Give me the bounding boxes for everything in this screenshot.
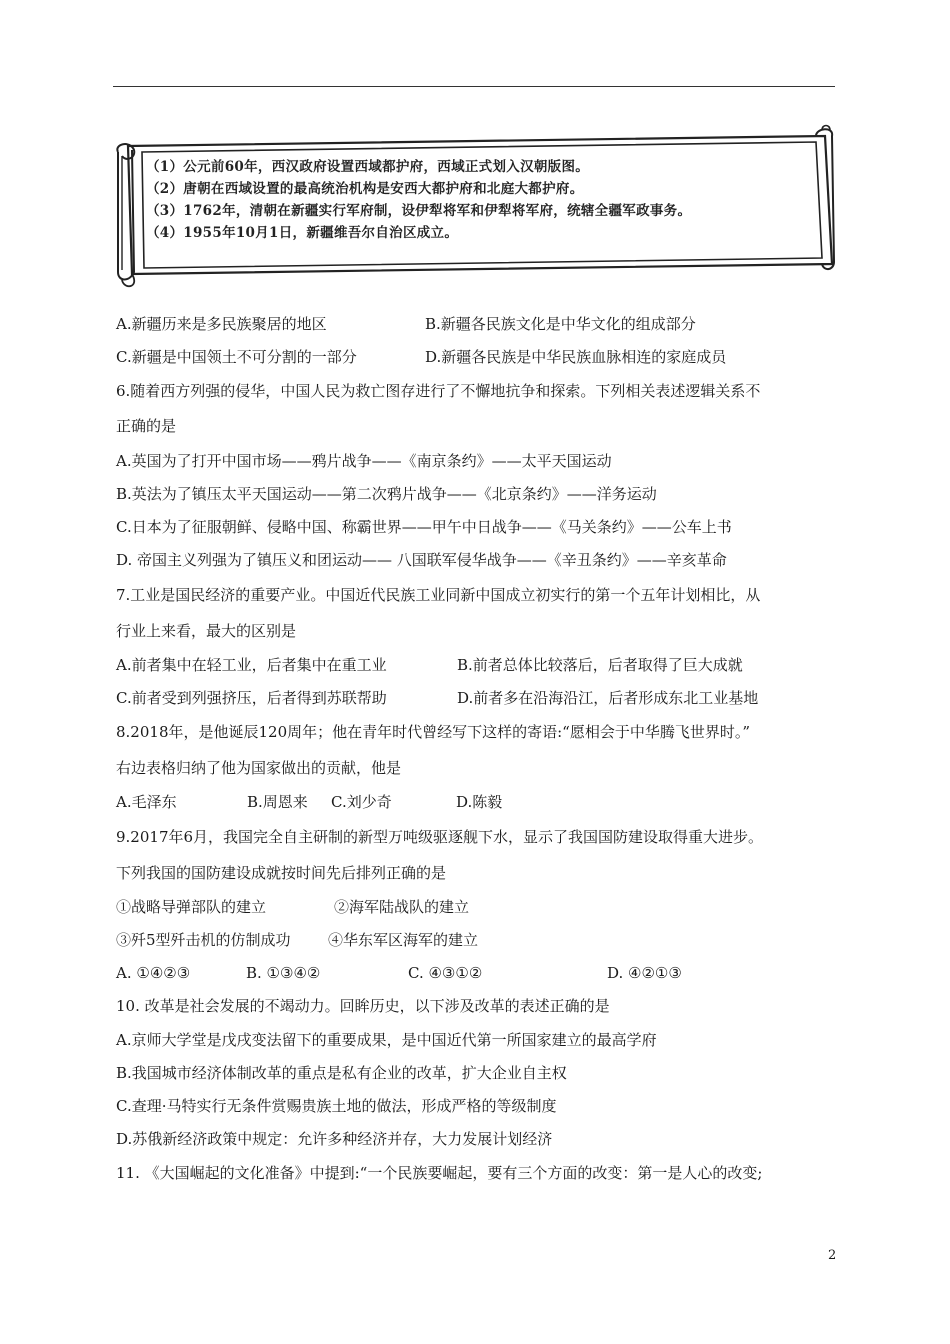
q5-option-d: D.新疆各民族是中华民族血脉相连的家庭成员 — [425, 348, 727, 366]
q9-option-a: A. ①④②③ — [116, 964, 191, 982]
q6-option-b: B.英法为了镇压太平天国运动——第二次鸦片战争——《北京条约》——洋务运动 — [116, 485, 657, 503]
q8-stem-line1: 8.2018年，是他诞辰120周年；他在青年时代曾经写下这样的寄语:“愿相会于中华腾飞世界时。” — [116, 723, 751, 741]
q10-option-b: B.我国城市经济体制改革的重点是私有企业的改革，扩大企业自主权 — [116, 1064, 567, 1082]
q9-item-4: ④华东军区海军的建立 — [328, 931, 479, 949]
q9-stem-line2: 下列我国的国防建设成就按时间先后排列正确的是 — [116, 864, 447, 882]
scroll-item: （4）1955年10月1日，新疆维吾尔自治区成立。 — [146, 225, 459, 241]
q10-option-c: C.查理·马特实行无条件赏赐贵族土地的做法，形成严格的等级制度 — [116, 1097, 557, 1115]
page-number: 2 — [828, 1248, 837, 1263]
q8-option-b: B.周恩来 — [247, 793, 308, 811]
q5-option-c: C.新疆是中国领土不可分割的一部分 — [116, 348, 357, 366]
q9-option-b: B. ①③④② — [246, 964, 321, 982]
q7-option-c: C.前者受到列强挤压，后者得到苏联帮助 — [116, 689, 387, 707]
q7-stem-line2: 行业上来看，最大的区别是 — [116, 622, 297, 640]
q7-option-b: B.前者总体比较落后，后者取得了巨大成就 — [457, 656, 743, 674]
q10-option-a: A.京师大学堂是戊戌变法留下的重要成果，是中国近代第一所国家建立的最高学府 — [116, 1031, 657, 1049]
scroll-item: （2）唐朝在西域设置的最高统治机构是安西大都护府和北庭大都护府。 — [146, 181, 584, 197]
q9-stem-line1: 9.2017年6月，我国完全自主研制的新型万吨级驱逐舰下水，显示了我国国防建设取得重大进步。 — [116, 828, 764, 846]
q9-item-1: ①战略导弹部队的建立 — [116, 898, 267, 916]
q6-option-c: C.日本为了征服朝鲜、侵略中国、称霸世界——甲午中日战争——《马关条约》——公车上书 — [116, 518, 732, 536]
q9-item-2: ②海军陆战队的建立 — [334, 898, 470, 916]
q9-option-c: C. ④③①② — [408, 964, 483, 982]
scroll-text — [146, 156, 826, 244]
q11-stem: 11. 《大国崛起的文化准备》中提到:“一个民族要崛起，要有三个方面的改变：第一是人心的改变; — [116, 1164, 763, 1182]
q5-option-b: B.新疆各民族文化是中华文化的组成部分 — [425, 315, 696, 333]
q6-option-a: A.英国为了打开中国市场——鸦片战争——《南京条约》——太平天国运动 — [116, 452, 612, 470]
q6-stem-line1: 6.随着西方列强的侵华，中国人民为救亡图存进行了不懈地抗争和探索。下列相关表述逻辑关系不 — [116, 382, 761, 400]
scroll-item: （3）1762年，清朝在新疆实行军府制，设伊犁将军和伊犁将军府，统辖全疆军政事务。 — [146, 203, 692, 219]
q8-option-a: A.毛泽东 — [116, 793, 177, 811]
q8-option-d: D.陈毅 — [456, 793, 503, 811]
q6-stem-line2: 正确的是 — [116, 417, 177, 435]
q8-stem-line2: 右边表格归纳了他为国家做出的贡献，他是 — [116, 759, 402, 777]
q6-option-d: D. 帝国主义列强为了镇压义和团运动—— 八国联军侵华战争——《辛丑条约》——辛亥革命 — [116, 551, 727, 569]
q9-item-3: ③歼5型歼击机的仿制成功 — [116, 931, 291, 949]
q7-option-d: D.前者多在沿海沿江，后者形成东北工业基地 — [457, 689, 759, 707]
q8-option-c: C.刘少奇 — [331, 793, 392, 811]
q5-option-a: A.新疆历来是多民族聚居的地区 — [116, 315, 327, 333]
scroll-item: （1）公元前60年，西汉政府设置西域都护府，西域正式划入汉朝版图。 — [146, 159, 590, 175]
q9-option-d: D. ④②①③ — [607, 964, 682, 982]
q10-option-d: D.苏俄新经济政策中规定：允许多种经济并存，大力发展计划经济 — [116, 1130, 553, 1148]
q7-option-a: A.前者集中在轻工业，后者集中在重工业 — [116, 656, 387, 674]
header-rule — [113, 86, 835, 87]
q7-stem-line1: 7.工业是国民经济的重要产业。中国近代民族工业同新中国成立初实行的第一个五年计划相比，从 — [116, 586, 761, 604]
q10-stem: 10. 改革是社会发展的不竭动力。回眸历史，以下涉及改革的表述正确的是 — [116, 997, 610, 1015]
